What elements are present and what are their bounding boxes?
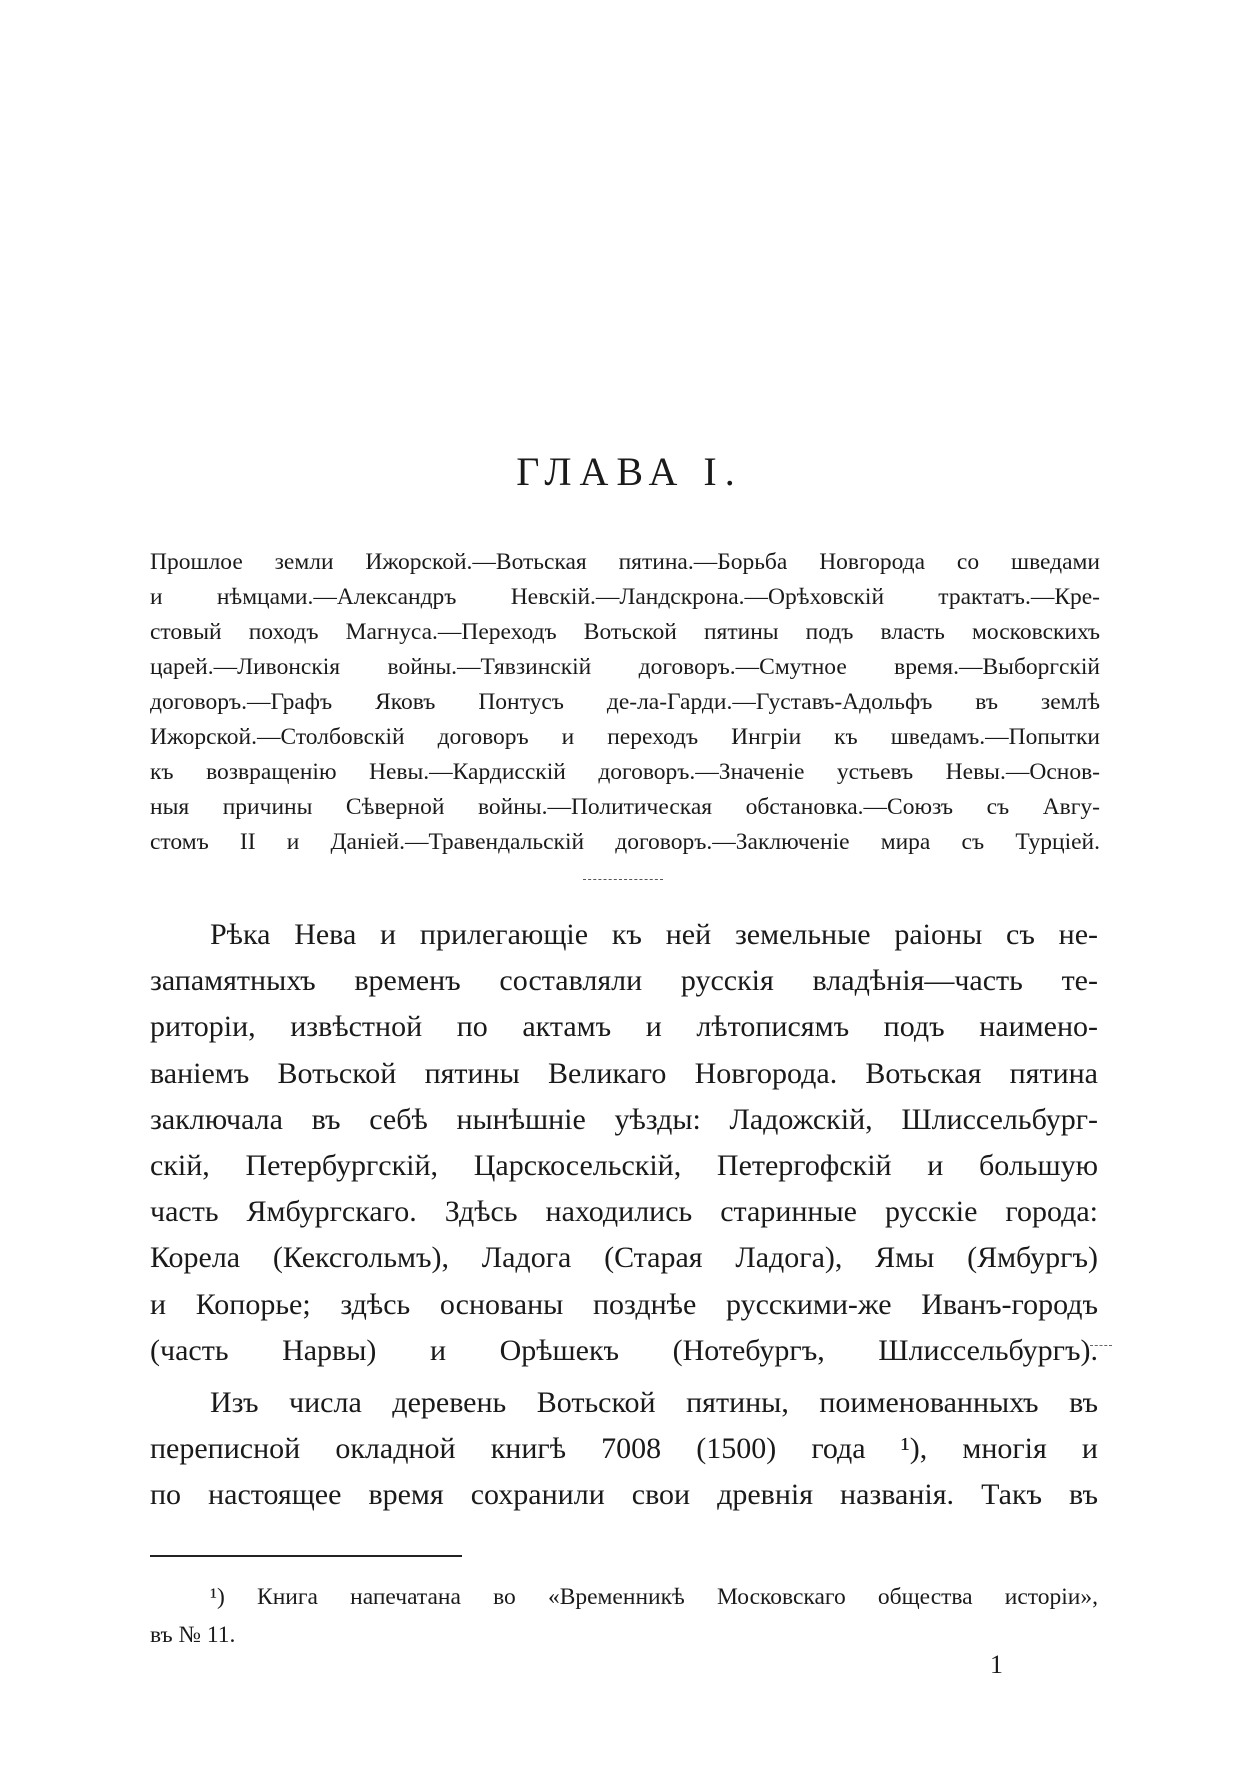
chapter-title: ГЛАВА I. <box>516 449 743 494</box>
section-divider <box>583 879 663 880</box>
footnote-line: ¹) Книга напечатана во «Временникѣ Московскаго общества исторіи», <box>210 1584 1098 1610</box>
footnote-line: въ № 11. <box>150 1622 236 1648</box>
chapter-summary <box>150 545 1100 860</box>
paragraph-line: заключала въ себѣ нынѣшніе уѣзды: Ладожскій, Шлиссельбург- <box>150 1102 1098 1136</box>
paragraph-line: скій, Петербургскій, Царскосельскій, Петергофскій и большую <box>150 1149 1098 1183</box>
paragraph-line: по настоящее время сохранили свои древнія названія. Такъ въ <box>150 1478 1098 1512</box>
summary-line: Прошлое земли Ижорской.—Вотьская пятина.—Борьба Новгорода со шведами <box>150 549 1100 575</box>
paragraph-line: Рѣка Нева и прилегающіе къ ней земельные раіоны съ не- <box>210 918 1098 951</box>
summary-line: Ижорской.—Столбовскій договоръ и переходъ Ингріи къ шведамъ.—Попытки <box>150 724 1100 750</box>
paragraph-line: переписной окладной книгѣ 7008 (1500) года ¹), многія и <box>150 1432 1098 1466</box>
paragraph-line: часть Ямбургскаго. Здѣсь находились старинные русскіе города: <box>150 1195 1098 1229</box>
margin-mark <box>1090 1345 1112 1346</box>
paragraph-line: ваніемъ Вотьской пятины Великаго Новгорода. Вотьская пятина <box>150 1056 1098 1090</box>
paragraph-line: (часть Нарвы) и Орѣшекъ (Нотебургъ, Шлиссельбургъ). <box>150 1333 1098 1367</box>
summary-line: къ возвращенію Невы.—Кардисскій договоръ.—Значеніе устьевъ Невы.—Основ- <box>150 759 1100 785</box>
paragraph-line: Корела (Кексгольмъ), Ладога (Старая Ладога), Ямы (Ямбургъ) <box>150 1241 1098 1275</box>
summary-line: и нѣмцами.—Александръ Невскій.—Ландскрона.—Орѣховскій трактатъ.—Кре- <box>150 584 1100 610</box>
paragraph-line: запамятныхъ временъ составляли русскія владѣнія—часть те- <box>150 964 1098 998</box>
paragraph-line: и Копорье; здѣсь основаны позднѣе русскими-же Иванъ-городъ <box>150 1287 1098 1321</box>
paragraph-line: риторіи, извѣстной по актамъ и лѣтописямъ подъ наимено- <box>150 1010 1098 1044</box>
summary-line: стомъ II и Даніей.—Травендальскій договоръ.—Заключеніе мира съ Турціей. <box>150 829 1100 855</box>
summary-line: стовый походъ Магнуса.—Переходъ Вотьской пятины подъ власть московскихъ <box>150 619 1100 645</box>
footnote <box>150 1578 1098 1654</box>
summary-line: договоръ.—Графъ Яковъ Понтусъ де-ла-Гарди.—Густавъ-Адольфъ въ землѣ <box>150 689 1100 715</box>
summary-line: ныя причины Сѣверной войны.—Политическая обстановка.—Союзъ съ Авгу- <box>150 794 1100 820</box>
summary-line: царей.—Ливонскія войны.—Тявзинскій договоръ.—Смутное время.—Выборгскій <box>150 654 1100 680</box>
paragraph-line: Изъ числа деревень Вотьской пятины, поименованныхъ въ <box>210 1386 1098 1420</box>
footnote-rule <box>150 1555 462 1557</box>
page-number: 1 <box>990 1650 1003 1679</box>
body-text <box>150 912 1098 1519</box>
